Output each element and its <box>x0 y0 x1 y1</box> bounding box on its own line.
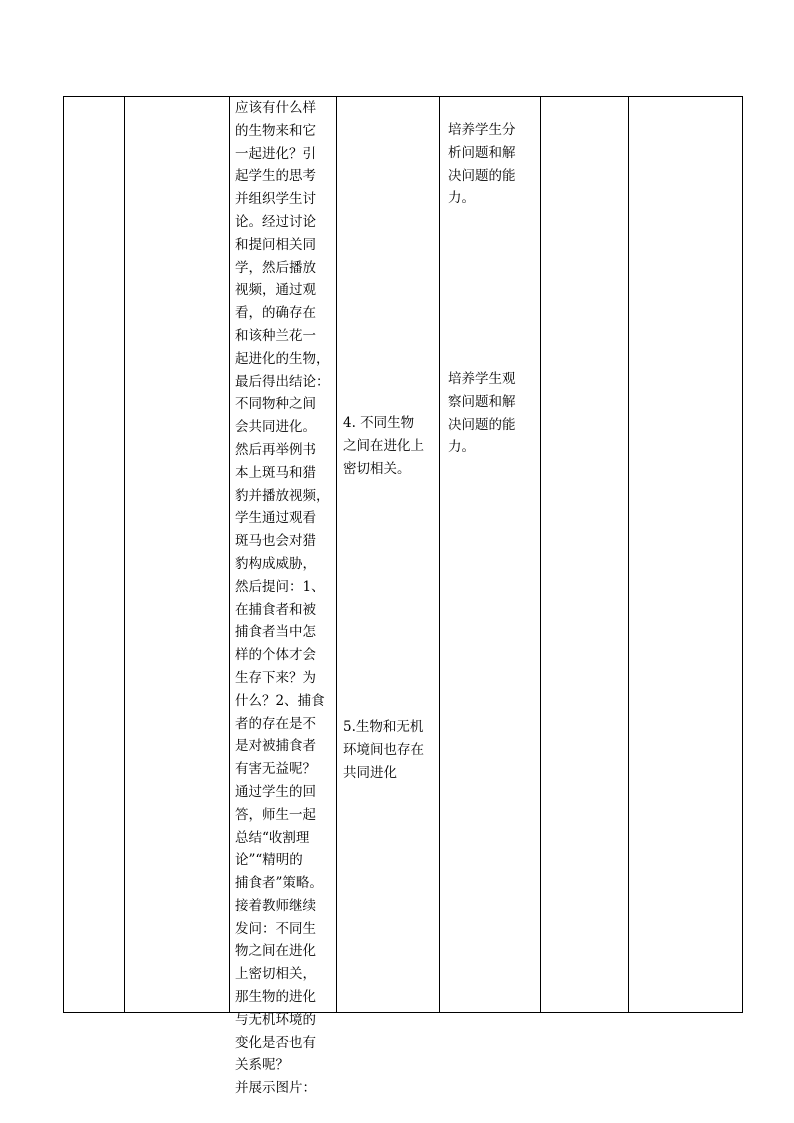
teacher-activity-text: 应该有什么样 的生物来和它 一起进化？引 起学生的思考 并组织学生讨 论。经过讨论 和提问相关同 学，然后播放 视频，通过观 看，的确存在 和该种兰花一 起进化的生物， 最后得出结论： 不同物种之间 会共同进化。 然后再举例书 本上斑马和猎 豹并播放视频， 学生通过观看 斑马也会对猎 豹构成威胁， 然后提问：1、 在捕食者和被 捕食者当中怎 样的个体才会 生存下来？为 什么？2、捕食 者的存在是不 是对被捕食者 有害无益呢？ 通过学生的回 答，师生一起 总结“收割理 论”“精明的 捕食者”策略。 接着教师继续 发问：不同生 物之间在进化 上密切相关， 那生物的进化 与无机环境的 变化是否也有 关系呢？ 并展示图片： <box>235 100 330 1097</box>
lesson-plan-table <box>63 96 743 1097</box>
table-cell-col2 <box>125 97 230 1013</box>
content-point-5: 5.生物和无机 环境间也存在 共同进化 <box>343 719 424 781</box>
table-cell-col7 <box>629 97 743 1013</box>
design-goal-2: 培养学生观 察问题和解 决问题的能 力。 <box>448 371 516 456</box>
table-cell-col1 <box>64 97 125 1013</box>
table-cell-content-points <box>337 97 440 1013</box>
table-row <box>64 97 743 1013</box>
content-point-4: 4. 不同生物 之间在进化上 密切相关。 <box>343 415 424 477</box>
table-cell-col6 <box>541 97 629 1013</box>
table-cell-design-intent <box>440 97 541 1013</box>
design-goal-1: 培养学生分 析问题和解 决问题的能 力。 <box>448 122 516 207</box>
table-cell-teacher-activity <box>230 97 337 1097</box>
